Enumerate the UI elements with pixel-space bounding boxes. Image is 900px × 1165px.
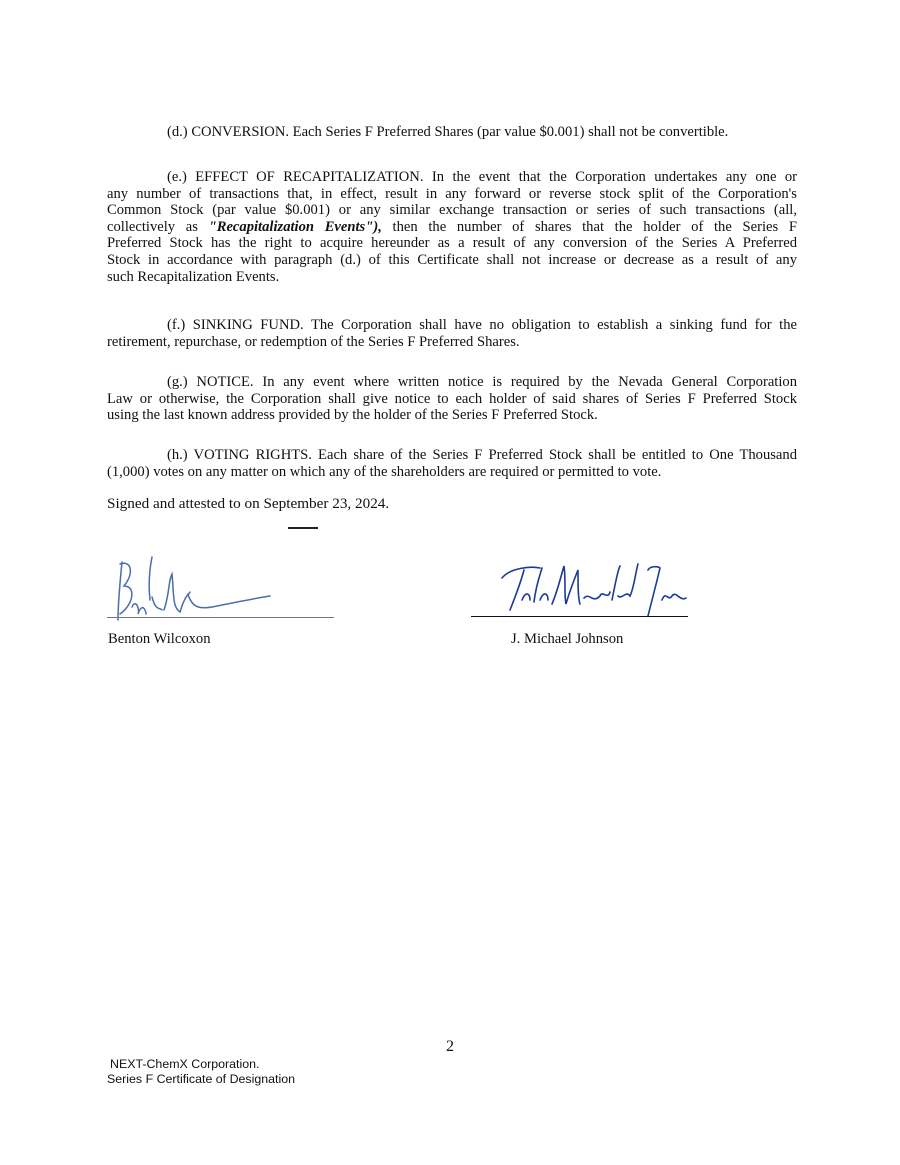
text-line: Stock in accordance with paragraph (d.) of this Certificate shall not increase or decrease as a result of any <box>107 251 797 268</box>
paragraph-recapitalization <box>107 169 797 285</box>
text-line: using the last known address provided by the holder of the Series F Preferred Stock. <box>107 407 598 424</box>
footer-company: NEXT-ChemX Corporation. <box>110 1057 260 1071</box>
footer-document-title: Series F Certificate of Designation <box>107 1072 296 1086</box>
signatory-name: Benton Wilcoxon <box>108 631 211 647</box>
text-line: (f.) SINKING FUND. The Corporation shall have no obligation to establish a sinking fund for the <box>167 317 797 333</box>
text-segment: collectively as <box>107 218 209 235</box>
paragraph-conversion <box>107 124 797 141</box>
text-line: Signed and attested to on September 23, 2024. <box>107 495 390 512</box>
text-line: (d.) CONVERSION. Each Series F Preferred Shares (par value $0.001) shall not be convertible. <box>167 124 729 140</box>
signature-j-michael-johnson <box>500 560 695 620</box>
defined-term: "Recapitalization Events"), <box>208 218 382 235</box>
page-number: 2 <box>446 1038 454 1055</box>
signature-line-left <box>107 617 334 618</box>
text-segment: then the number of shares that the holder of the Series F <box>381 218 797 235</box>
signatory-name: J. Michael Johnson <box>511 631 624 647</box>
paragraph-notice <box>107 374 797 424</box>
text-line: (e.) EFFECT OF RECAPITALIZATION. In the event that the Corporation undertakes any one or <box>167 169 797 185</box>
text-line: retirement, repurchase, or redemption of the Series F Preferred Shares. <box>107 333 520 350</box>
paragraph-sinking-fund <box>107 317 797 350</box>
text-line: (h.) VOTING RIGHTS. Each share of the Series F Preferred Stock shall be entitled to One Thousand <box>167 447 797 463</box>
signed-attested-line <box>107 496 797 513</box>
paragraph-voting-rights <box>107 447 797 480</box>
footer <box>107 1057 295 1087</box>
text-line: (g.) NOTICE. In any event where written notice is required by the Nevada General Corporation <box>167 374 797 390</box>
text-line: Law or otherwise, the Corporation shall give notice to each holder of said shares of Series F Preferred Stock <box>107 390 797 407</box>
text-line: Common Stock (par value $0.001) or any similar exchange transaction or series of such transactions (all, <box>107 202 797 219</box>
signature-line-right <box>471 616 688 617</box>
short-rule <box>288 527 318 529</box>
text-line: any number of transactions that, in effect, result in any forward or reverse stock split of the Corporation's <box>107 185 797 202</box>
text-line <box>107 219 797 236</box>
text-line: such Recapitalization Events. <box>107 268 280 285</box>
text-line: Preferred Stock has the right to acquire hereunder as a result of any conversion of the Series A Preferred <box>107 235 797 252</box>
signature-benton-wilcoxon <box>112 552 277 624</box>
text-line: (1,000) votes on any matter on which any of the shareholders are required or permitted to vote. <box>107 463 662 480</box>
